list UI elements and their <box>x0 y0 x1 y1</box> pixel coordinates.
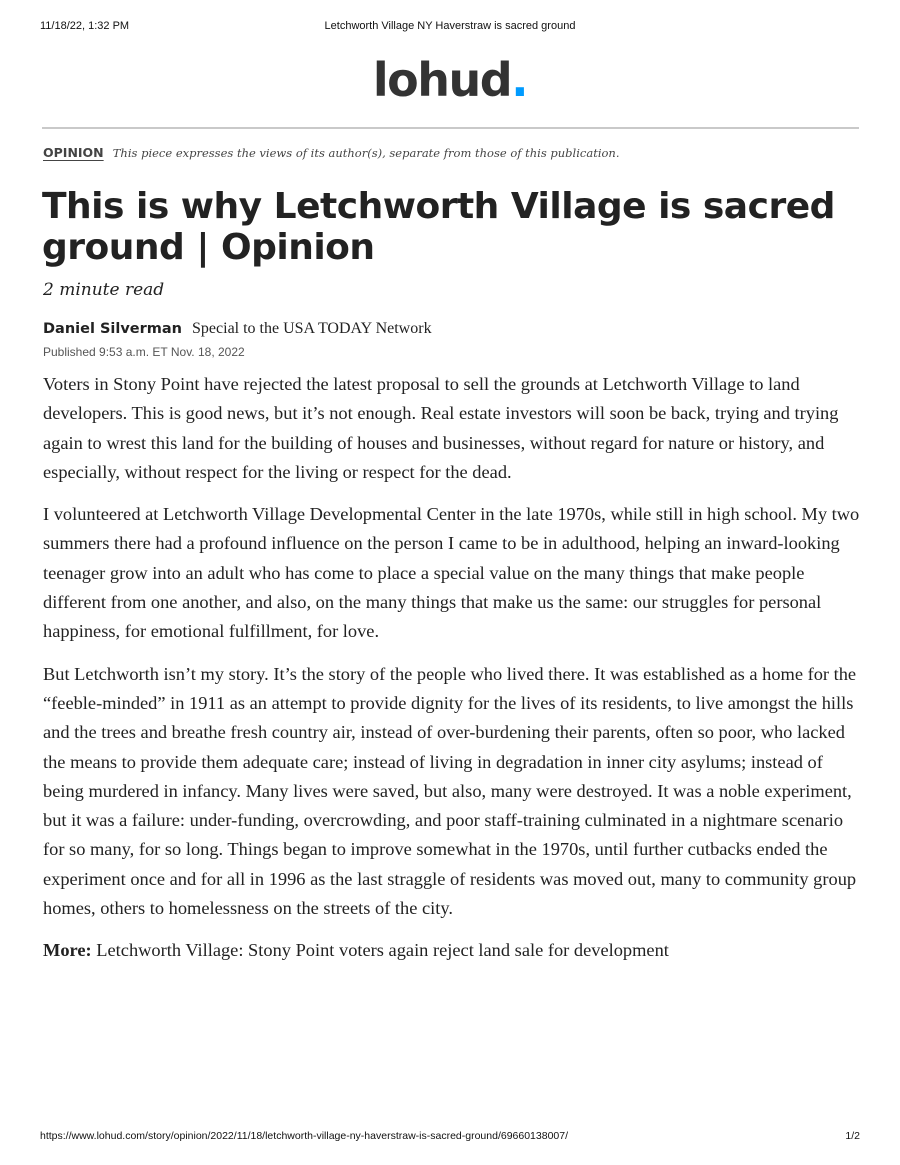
page-number: 1/2 <box>845 1130 860 1142</box>
print-datetime: 11/18/22, 1:32 PM <box>40 20 130 32</box>
logo-dot: . <box>511 53 528 107</box>
more-link[interactable]: Letchworth Village: Stony Point voters again reject land sale for development <box>96 940 669 961</box>
author-affiliation: Special to the USA TODAY Network <box>192 320 432 337</box>
print-url: https://www.lohud.com/story/opinion/2022/11/18/letchworth-village-ny-haverstraw-is-sacred-ground/69660138007/ <box>40 1130 569 1142</box>
header-divider <box>42 127 859 129</box>
opinion-disclaimer <box>43 144 619 162</box>
section-label-link[interactable]: OPINION <box>43 145 104 160</box>
byline <box>43 320 432 338</box>
published-timestamp: Published 9:53 a.m. ET Nov. 18, 2022 <box>43 345 245 359</box>
print-footer <box>0 1130 900 1146</box>
opinion-note: This piece expresses the views of its author(s), separate from those of this publication. <box>112 146 620 160</box>
more-link-paragraph <box>43 936 863 965</box>
print-page-title: Letchworth Village NY Haverstraw is sacred ground <box>324 20 576 32</box>
read-time: 2 minute read <box>43 280 165 300</box>
article-paragraph: I volunteered at Letchworth Village Developmental Center in the late 1970s, while still in high school. My two summers there had a profound influence on the person I came to be in adulthood, helping an inward-looking teenager grow into an adult who has come to place a special value on the many things that make people different from one another, and also, on the many things that make us the same: our struggles for personal happiness, for emotional fulfillment, for love. <box>43 504 860 642</box>
article-paragraph: Voters in Stony Point have rejected the latest proposal to sell the grounds at Letchworth Village to land developers. This is good news, but it’s not enough. Real estate investors will soon be back, trying and trying again to wrest this land for the building of houses and businesses, without regard for nature or history, and especially, without respect for the living or respect for the dead. <box>43 374 839 482</box>
logo-wordmark: lohud <box>372 53 512 107</box>
article-headline: This is why Letchworth Village is sacred ground | Opinion <box>42 186 835 268</box>
print-header <box>0 20 900 38</box>
author-name[interactable]: Daniel Silverman <box>43 321 183 337</box>
more-label: More: <box>43 940 92 961</box>
article-body <box>43 370 863 979</box>
article-paragraph: But Letchworth isn’t my story. It’s the story of the people who lived there. It was established as a home for the “feeble-minded” in 1911 as an attempt to provide dignity for the lives of its residents, to live amongst the hills and the trees and breathe fresh country air, instead of over-burdening their parents, often so poor, who lacked the means to provide them adequate care; instead of living in degradation in inner city asylums; instead of being murdered in infancy. Many lives were saved, but also, many were destroyed. It was a noble experiment, but it was a failure: under-funding, overcrowding, and poor staff-training culminated in a nightmare scenario for so many, for so long. Things began to improve somewhat in the 1970s, until further cutbacks ended the experiment once and for all in 1996 as the last straggle of residents was moved out, many to community group homes, others to homelessness on the streets of the city. <box>43 663 857 919</box>
site-logo[interactable] <box>0 52 900 108</box>
